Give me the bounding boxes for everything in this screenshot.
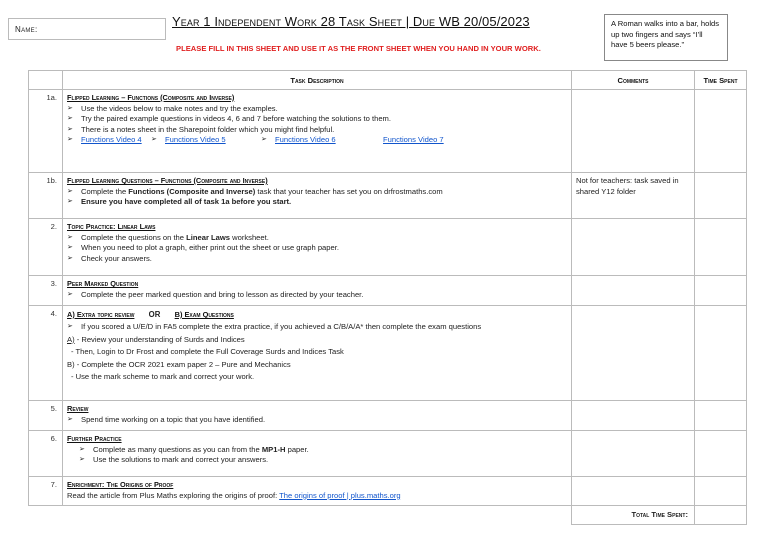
task-description: [63, 401, 572, 431]
row-number: 1b.: [29, 173, 63, 219]
comment-cell[interactable]: [572, 219, 695, 276]
task-description: [63, 431, 572, 477]
table-row: [29, 90, 747, 173]
table-header-row: [29, 71, 747, 90]
comment-cell[interactable]: [572, 90, 695, 173]
arrow-bullet-icon: ➢: [67, 187, 73, 195]
name-label: Name:: [15, 25, 38, 34]
total-row: [29, 506, 747, 525]
functions-video-7-link[interactable]: Functions Video 7: [383, 135, 444, 145]
arrow-bullet-icon: ➢: [261, 136, 267, 144]
row-number: 5.: [29, 401, 63, 431]
arrow-bullet-icon: ➢: [67, 254, 73, 262]
time-cell[interactable]: [695, 173, 747, 219]
arrow-bullet-icon: ➢: [79, 445, 85, 453]
bullet-text: Complete the: [81, 186, 129, 196]
comment-cell[interactable]: Not for teachers: task saved in shared Y12 folder: [572, 173, 695, 219]
task-title: Peer Marked Question: [67, 279, 139, 288]
bold-text: MP1-H: [261, 444, 286, 454]
page-title: Year 1 Independent Work 28 Task Sheet | Due WB 20/05/2023: [172, 14, 530, 29]
task-title: Review: [67, 404, 89, 413]
option-b-line1: B) - Complete the OCR 2021 exam paper 2 – Pure and Mechanics: [67, 359, 291, 369]
arrow-bullet-icon: ➢: [67, 104, 73, 112]
total-time-label: Total Time Spent:: [572, 506, 695, 525]
time-cell[interactable]: [695, 306, 747, 401]
bullet-text: When you need to plot a graph, either print out the sheet or use graph paper.: [81, 243, 339, 253]
task-description: [63, 90, 572, 173]
arrow-bullet-icon: ➢: [67, 244, 73, 252]
bullet-text: Spend time working on a topic that you have identified.: [81, 414, 266, 424]
arrow-bullet-icon: ➢: [151, 136, 157, 144]
table-row: [29, 173, 747, 219]
comment-cell[interactable]: [572, 306, 695, 401]
row-number: 2.: [29, 219, 63, 276]
task-title-a: A) Extra topic review: [67, 310, 135, 319]
header-time-spent: Time Spent: [695, 71, 747, 90]
task-description: [63, 306, 572, 401]
instruction-text: PLEASE FILL IN THIS SHEET AND USE IT AS THE FRONT SHEET WHEN YOU HAND IN YOUR WORK.: [176, 44, 541, 53]
time-cell[interactable]: [695, 219, 747, 276]
time-cell[interactable]: [695, 477, 747, 506]
bullet-text: Complete the questions on the: [81, 232, 187, 242]
bullet-text: worksheet.: [230, 232, 269, 242]
option-a-text: - Review your understanding of Surds and Indices: [74, 334, 245, 344]
arrow-bullet-icon: ➢: [67, 290, 73, 298]
time-cell[interactable]: [695, 276, 747, 306]
comment-cell[interactable]: [572, 276, 695, 306]
task-title: Flipped Learning – Functions (Composite and Inverse): [67, 93, 235, 102]
task-description: [63, 173, 572, 219]
header-comments: Comments: [572, 71, 695, 90]
bullet-text: Use the solutions to mark and correct your answers.: [93, 455, 269, 465]
header-task-description: Task Description: [63, 71, 572, 90]
enrichment-text: Read the article from Plus Maths exploring the origins of proof:: [67, 490, 280, 500]
arrow-bullet-icon: ➢: [67, 415, 73, 423]
row-number: 4.: [29, 306, 63, 401]
or-label: OR: [148, 310, 161, 319]
bullet-text: There is a notes sheet in the Sharepoint folder which you might find helpful.: [81, 124, 335, 134]
bullet-text: If you scored a U/E/D in FA5 complete the extra practice, if you achieved a C/B/A/A* then complete the exam questions: [81, 322, 482, 332]
table-row: [29, 276, 747, 306]
table-row: [29, 431, 747, 477]
bullet-text: Complete the peer marked question and bring to lesson as directed by your teacher.: [81, 289, 364, 299]
task-description: [63, 219, 572, 276]
task-description: [63, 276, 572, 306]
arrow-bullet-icon: ➢: [67, 125, 73, 133]
row-number: 1a.: [29, 90, 63, 173]
time-cell[interactable]: [695, 401, 747, 431]
row-number: 3.: [29, 276, 63, 306]
task-description: [63, 477, 572, 506]
task-table: [28, 70, 747, 525]
name-field[interactable]: [8, 18, 166, 40]
task-title: Further Practice: [67, 434, 122, 443]
arrow-bullet-icon: ➢: [67, 115, 73, 123]
bullet-text: task that your teacher has set you on drfrostmaths.com: [255, 186, 443, 196]
time-cell[interactable]: [695, 431, 747, 477]
comment-cell[interactable]: [572, 477, 695, 506]
comment-cell[interactable]: [572, 431, 695, 477]
bullet-text: Check your answers.: [81, 253, 152, 263]
bullet-text: Try the paired example questions in videos 4, 6 and 7 before watching the solutions to them.: [81, 114, 391, 124]
bold-text: Linear Laws: [186, 232, 231, 242]
option-a-line2: - Then, Login to Dr Frost and complete the Full Coverage Surds and Indices Task: [71, 347, 344, 357]
bold-text: Functions (Composite and Inverse): [128, 186, 256, 196]
option-b-line2: - Use the mark scheme to mark and correct your work.: [71, 372, 255, 382]
origins-of-proof-link[interactable]: The origins of proof | plus.maths.org: [279, 490, 401, 500]
time-cell[interactable]: [695, 90, 747, 173]
row-number: 6.: [29, 431, 63, 477]
table-row: [29, 219, 747, 276]
table-row: [29, 306, 747, 401]
task-title-b: B) Exam Questions: [174, 310, 234, 319]
arrow-bullet-icon: ➢: [67, 233, 73, 241]
total-time-cell[interactable]: [695, 506, 747, 525]
row-number: 7.: [29, 477, 63, 506]
bullet-text: Ensure you have completed all of task 1a before you start.: [81, 197, 292, 207]
task-title: Flipped Learning Questions – Functions (Composite and Inverse): [67, 176, 268, 185]
header-blank: [29, 71, 63, 90]
arrow-bullet-icon: ➢: [79, 456, 85, 464]
comment-cell[interactable]: [572, 401, 695, 431]
table-row: [29, 477, 747, 506]
arrow-bullet-icon: ➢: [67, 136, 73, 144]
bullet-text: Use the videos below to make notes and try the examples.: [81, 103, 278, 113]
task-title: Enrichment: The Origins of Proof: [67, 480, 174, 489]
arrow-bullet-icon: ➢: [67, 323, 73, 331]
table-row: [29, 401, 747, 431]
bullet-text: paper.: [285, 444, 309, 454]
bullet-text: Complete as many questions as you can from the: [93, 444, 262, 454]
option-a-label: A): [67, 334, 75, 344]
functions-video-4-link[interactable]: Functions Video 4: [81, 135, 142, 145]
arrow-bullet-icon: ➢: [67, 198, 73, 206]
joke-box: A Roman walks into a bar, holds up two fingers and says “I’ll have 5 beers please.”: [604, 14, 728, 61]
task-title: Topic Practice: Linear Laws: [67, 222, 156, 231]
functions-video-5-link[interactable]: Functions Video 5: [165, 135, 226, 145]
functions-video-6-link[interactable]: Functions Video 6: [275, 135, 336, 145]
